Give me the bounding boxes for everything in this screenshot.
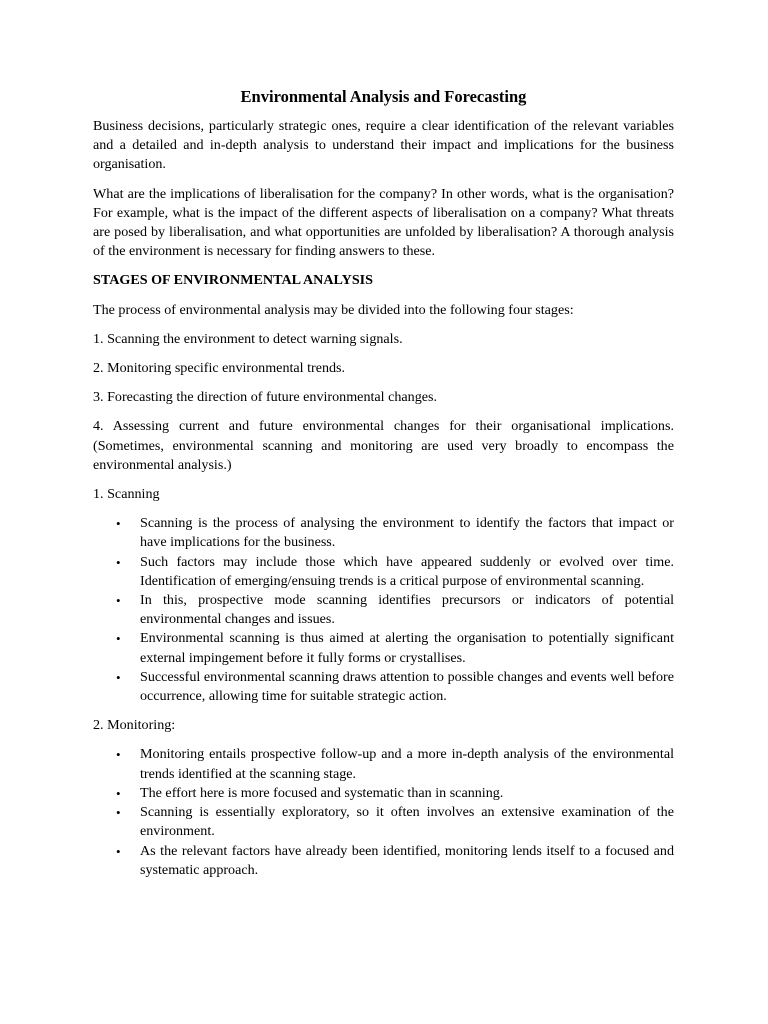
bullet-item [116, 591, 674, 629]
bullet-icon: • [116, 747, 121, 763]
bullet-item [116, 803, 674, 841]
monitoring-bullet-list [93, 745, 674, 879]
bullet-item [116, 842, 674, 880]
bullet-icon: • [116, 516, 121, 532]
subsection-heading-monitoring: 2. Monitoring: [93, 717, 176, 734]
scanning-bullet-list [93, 514, 674, 706]
bullet-text: Successful environmental scanning draws attention to possible changes and events well before occurrence, allowing time for suitable strategic action. [140, 668, 674, 705]
bullet-text: Scanning is essentially exploratory, so it often involves an extensive examination of the environment. [140, 804, 674, 840]
bullet-item [116, 629, 674, 667]
intro-paragraph: What are the implications of liberalisation for the company? In other words, what is the organisation? For example, what is the impact of the different aspects of liberalisation on a company? What threats are posed by liberalisation, and what opportunities are unfolded by liberalisation? A thorough analysis of the environment is necessary for finding answers to these. [93, 185, 674, 260]
stage-item: 4. Assessing current and future environmental changes for their organisational implications. (Sometimes, environmental scanning and monitoring are used very broadly to encompass the environmental analysis.) [93, 418, 674, 473]
bullet-icon: • [116, 805, 121, 821]
bullet-icon: • [116, 554, 121, 570]
subsection-heading-scanning: 1. Scanning [93, 486, 160, 503]
bullet-text: As the relevant factors have already been identified, monitoring lends itself to a focused and systematic approach. [140, 842, 674, 878]
stage-item: 2. Monitoring specific environmental trends. [93, 360, 346, 377]
bullet-item [116, 745, 674, 783]
stages-intro: The process of environmental analysis may be divided into the following four stages: [93, 301, 574, 318]
bullet-text: Such factors may include those which have appeared suddenly or evolved over time. Identification of emerging/ensuing trends is a critical purpose of environmental scanning. [140, 553, 674, 589]
section-heading-stages: STAGES OF ENVIRONMENTAL ANALYSIS [93, 272, 373, 289]
bullet-icon: • [116, 669, 121, 685]
bullet-item [116, 668, 674, 706]
bullet-text: Monitoring entails prospective follow-up and a more in-depth analysis of the environmental trends identified at the scanning stage. [140, 746, 674, 782]
document-title: Environmental Analysis and Forecasting [240, 87, 527, 106]
stage-item: 3. Forecasting the direction of future environmental changes. [93, 389, 438, 406]
bullet-icon: • [116, 843, 121, 859]
bullet-item [116, 553, 674, 591]
bullet-text: Scanning is the process of analysing the environment to identify the factors that impact or have implications for the business. [140, 515, 674, 551]
bullet-text: In this, prospective mode scanning identifies precursors or indicators of potential environmental changes and issues. [140, 592, 674, 628]
stage-item: 1. Scanning the environment to detect warning signals. [93, 330, 403, 347]
bullet-text: The effort here is more focused and systematic than in scanning. [140, 784, 504, 801]
bullet-item [116, 514, 674, 552]
bullet-icon: • [116, 785, 121, 801]
bullet-text: Environmental scanning is thus aimed at alerting the organisation to potentially significant external impingement before it fully forms or crystallises. [140, 630, 674, 666]
bullet-icon: • [116, 631, 121, 647]
intro-paragraph: Business decisions, particularly strategic ones, require a clear identification of the relevant variables and a detailed and in-depth analysis to understand their impact and implications for the business organisation. [93, 118, 674, 173]
bullet-item [116, 784, 674, 803]
bullet-icon: • [116, 593, 121, 609]
